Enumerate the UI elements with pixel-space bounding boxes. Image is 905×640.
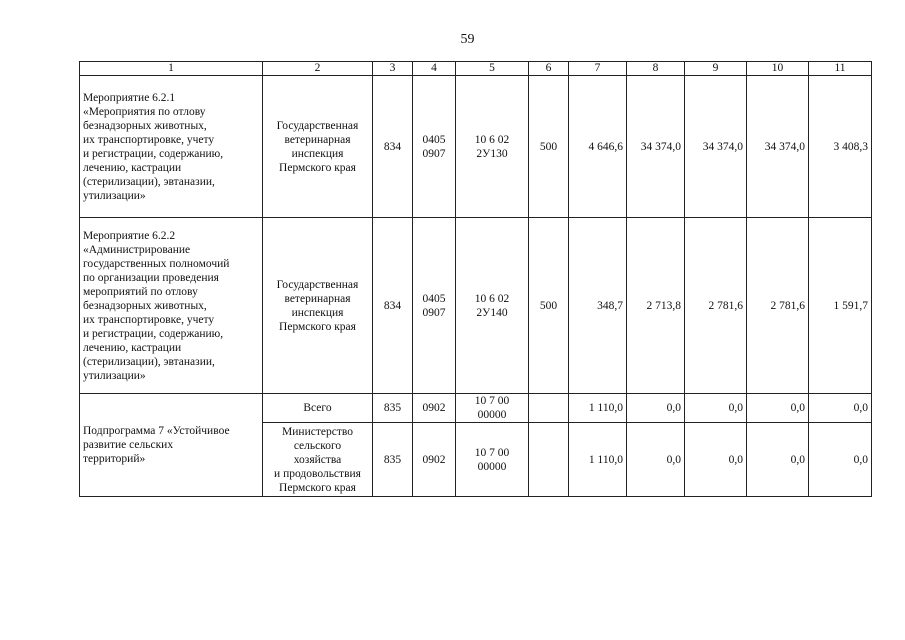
subprogram-name: Подпрограмма 7 «Устойчивое развитие сельских территорий» — [83, 425, 230, 465]
cell-c10: 2 781,6 — [770, 299, 805, 312]
cell-c5: 10 7 00 00000 — [474, 395, 510, 421]
executor: Государственная ветеринарная инспекция Пермского края — [276, 119, 359, 174]
cell-c7: 348,7 — [597, 299, 623, 312]
cell-c4: 0902 — [422, 453, 446, 466]
measure-name: Мероприятие 6.2.1 «Мероприятия по отлову безнадзорных животных, их транспортировке, учету и регистрации, содержанию, лечению, кастрации (стерилизации), эвтаназии, утилизации» — [83, 91, 224, 202]
cell-c10: 34 374,0 — [764, 140, 805, 153]
cell-c11: 0,0 — [853, 453, 868, 466]
table-row — [80, 76, 872, 218]
cell-c7: 1 110,0 — [588, 402, 623, 414]
cell-c6: 500 — [539, 299, 558, 312]
cell-c3: 835 — [383, 453, 402, 466]
cell-c4: 0405 0907 — [422, 133, 446, 160]
header-cell: 7 — [569, 62, 627, 76]
cell-c4: 0405 0907 — [422, 292, 446, 319]
cell-c10: 0,0 — [790, 453, 805, 466]
cell-c11: 1 591,7 — [833, 299, 868, 312]
table-row — [80, 394, 872, 423]
cell-c8: 2 713,8 — [646, 299, 681, 312]
cell-c3: 834 — [383, 140, 402, 153]
cell-c7: 4 646,6 — [588, 140, 623, 153]
budget-table — [79, 61, 872, 497]
cell-c8: 34 374,0 — [640, 140, 681, 153]
cell-c7: 1 110,0 — [588, 453, 623, 466]
cell-c11: 0,0 — [853, 402, 868, 414]
cell-c8: 0,0 — [666, 402, 681, 414]
executor: Государственная ветеринарная инспекция Пермского края — [276, 278, 359, 333]
executor: Всего — [303, 402, 332, 414]
cell-c5: 10 6 02 2У130 — [474, 133, 510, 160]
cell-c4: 0902 — [422, 402, 446, 414]
measure-name: Мероприятие 6.2.2 «Администрирование государственных полномочий по организации проведения мероприятий по отлову безнадзорных животных, их транспортировке, учету и регистрации, содержанию, лечению, кастрации (стерилизации), эвтаназии, утилизации» — [83, 229, 230, 382]
header-cell: 1 — [80, 62, 263, 76]
header-cell: 5 — [456, 62, 529, 76]
header-cell: 3 — [373, 62, 413, 76]
header-cell: 10 — [747, 62, 809, 76]
executor: Министерство сельского хозяйства и продовольствия Пермского края — [274, 425, 361, 494]
cell-c3: 834 — [383, 299, 402, 312]
cell-c9: 34 374,0 — [702, 140, 743, 153]
header-cell: 8 — [627, 62, 685, 76]
cell-c8: 0,0 — [666, 453, 681, 466]
cell-c10: 0,0 — [790, 402, 805, 414]
cell-c5: 10 7 00 00000 — [474, 446, 510, 473]
header-cell: 4 — [413, 62, 456, 76]
header-cell: 9 — [685, 62, 747, 76]
page-number: 59 — [460, 32, 475, 47]
table-row — [80, 218, 872, 394]
cell-c9: 0,0 — [728, 402, 743, 414]
cell-c11: 3 408,3 — [833, 140, 868, 153]
header-cell: 2 — [263, 62, 373, 76]
cell-c9: 2 781,6 — [708, 299, 743, 312]
cell-c6: 500 — [539, 140, 558, 153]
header-cell: 6 — [529, 62, 569, 76]
cell-c9: 0,0 — [728, 453, 743, 466]
header-cell: 11 — [809, 62, 872, 76]
cell-c5: 10 6 02 2У140 — [474, 292, 510, 319]
cell-c3: 835 — [383, 402, 402, 414]
header-row — [80, 62, 872, 76]
